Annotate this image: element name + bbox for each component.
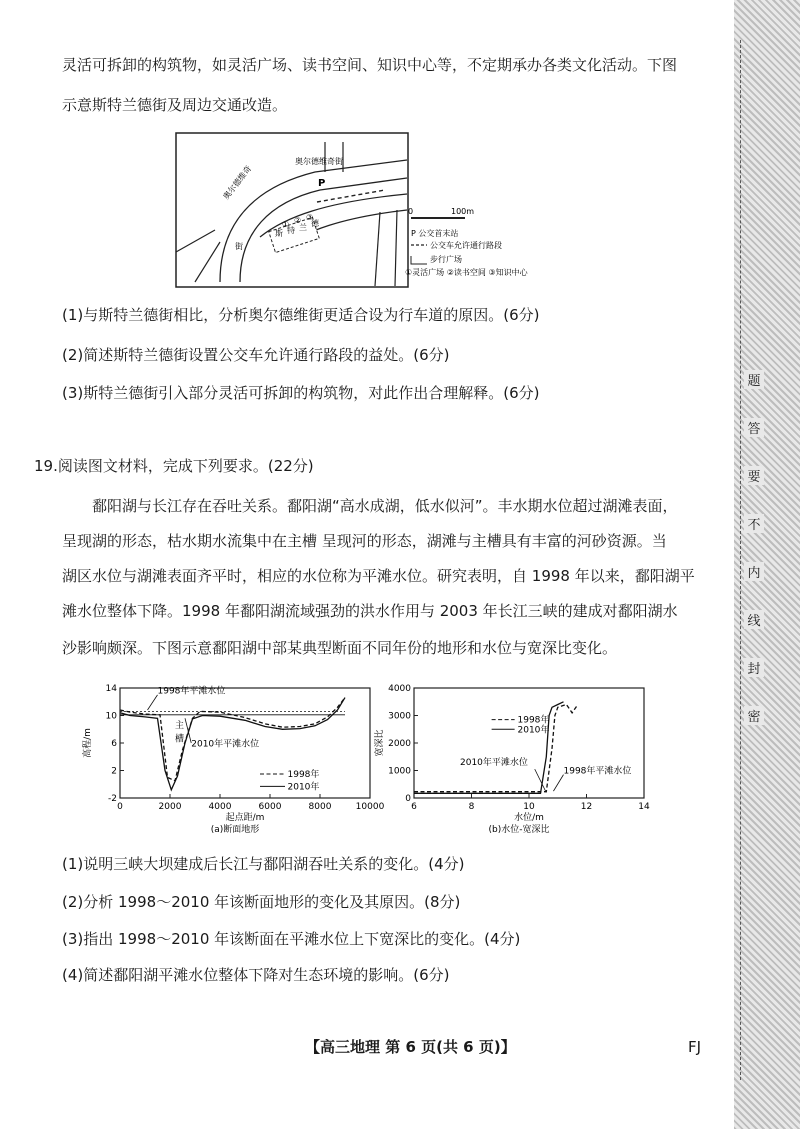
- legend-plaza-symbol: [411, 256, 427, 264]
- x-tick-label: 14: [638, 802, 650, 812]
- legend-items: ①灵活广场 ②读书空间 ③知识中心: [405, 268, 528, 277]
- y-tick-label: 10: [105, 711, 117, 722]
- intro-line: 灵活可拆卸的构筑物，如灵活广场、读书空间、知识中心等，不定期承办各类文化活动。下图: [62, 56, 678, 74]
- x-tick-label: 6: [411, 802, 417, 812]
- q19-para: 滩水位整体下降。1998 年鄱阳湖流域强劲的洪水作用与 2003 年长江三峡的建成对鄱阳湖水: [62, 602, 678, 620]
- q19-heading: 19.阅读图文材料，完成下列要求。(22分): [34, 457, 314, 475]
- x-tick-label: 12: [580, 802, 593, 812]
- label-strand: 兰: [299, 223, 307, 232]
- chart-title: (b)水位-宽深比: [488, 825, 550, 835]
- map-frame: [176, 133, 408, 287]
- q19-para: 湖区水位与湖滩表面齐平时，相应的水位称为平滩水位。研究表明，自 1998 年以来，鄱阳湖平: [62, 567, 695, 585]
- y-tick-label: 0: [405, 794, 411, 804]
- y-tick-label: 6: [111, 739, 117, 749]
- q18-sub2: (2)简述斯特兰德街设置公交车允许通行路段的益处。(6分): [62, 346, 450, 364]
- label-strand: 斯: [275, 229, 283, 238]
- x-tick-label: 4000: [208, 802, 232, 812]
- annotation-2010: 2010年平滩水位: [191, 739, 260, 750]
- y-axis-label: 高程/m: [83, 728, 93, 758]
- page-footer: 【高三地理 第 6 页(共 6 页)】: [305, 1038, 516, 1056]
- label-circle: ①: [282, 220, 290, 229]
- annotation-channel: 槽: [175, 734, 185, 745]
- margin-char: 内: [744, 562, 764, 581]
- legend-bus: P 公交首末站: [411, 229, 459, 238]
- plot-frame: [414, 688, 644, 798]
- legend-label-2010: 2010年: [287, 782, 320, 793]
- q19-para: 呈现湖的形态，枯水期水流集中在主槽 呈现河的形态，湖滩与主槽具有丰富的河砂资源。当: [62, 532, 667, 550]
- legend-bus-lane: 公交车允许通行路段: [430, 241, 502, 250]
- footer-code: FJ: [688, 1038, 702, 1056]
- chart-title: (a)断面地形: [210, 825, 260, 835]
- chart-water-level-ratio: [370, 672, 660, 850]
- margin-char: 密: [744, 706, 764, 725]
- x-tick-label: 8000: [308, 802, 332, 812]
- intro-line: 示意斯特兰德街及周边交通改造。: [62, 96, 288, 114]
- y-tick-label: 14: [105, 684, 117, 694]
- annotation-1998: 1998年平滩水位: [157, 686, 226, 697]
- x-tick-label: 2000: [158, 802, 182, 812]
- annotation-2010: 2010年平滩水位: [460, 758, 528, 768]
- street-map: [175, 132, 655, 292]
- margin-char: 封: [744, 658, 764, 677]
- label-street-left: 奥尔德维奇: [221, 164, 254, 202]
- x-axis-label: 水位/m: [514, 813, 544, 823]
- label-circle: ②: [294, 216, 302, 225]
- y-tick-label: -2: [108, 794, 117, 804]
- margin-char: 题: [744, 370, 764, 389]
- label-road-piece: 街: [235, 242, 243, 251]
- legend-label-2010: 2010年: [517, 725, 550, 736]
- x-tick-label: 10: [523, 802, 535, 812]
- legend-label-1998: 1998年: [517, 715, 550, 726]
- margin-char: 不: [744, 514, 764, 533]
- q19-sub1: (1)说明三峡大坝建成后长江与鄱阳湖吞吐关系的变化。(4分): [62, 855, 465, 873]
- scale-end: 100m: [451, 207, 475, 216]
- y-tick-label: 2: [111, 766, 117, 777]
- y-tick-label: 1000: [388, 766, 411, 777]
- q19-sub3: (3)指出 1998～2010 年该断面在平滩水位上下宽深比的变化。(4分): [62, 930, 521, 948]
- q19-para: 鄱阳湖与长江存在吞吐关系。鄱阳湖“高水成湖，低水似河”。丰水期水位超过湖滩表面，: [92, 497, 678, 515]
- q19-para: 沙影响颇深。下图示意鄱阳湖中部某典型断面不同年份的地形和水位与宽深比变化。: [62, 639, 618, 657]
- label-street-top: 奥尔德维奇街: [295, 157, 343, 166]
- q18-sub1: (1)与斯特兰德街相比，分析奥尔德维街更适合设为行车道的原因。(6分): [62, 306, 540, 324]
- label-strand: 德: [311, 219, 319, 228]
- q19-sub2: (2)分析 1998～2010 年该断面地形的变化及其原因。(8分): [62, 893, 461, 911]
- label-bus-p: P: [318, 178, 326, 189]
- x-tick-label: 6000: [258, 802, 282, 812]
- x-tick-label: 10000: [355, 802, 385, 812]
- margin-char: 要: [744, 466, 764, 485]
- q18-sub3: (3)斯特兰德街引入部分灵活可拆卸的构筑物，对此作出合理解释。(6分): [62, 384, 540, 402]
- y-tick-label: 3000: [388, 711, 411, 722]
- y-axis-label: 宽深比: [375, 729, 385, 757]
- margin-char: 答: [744, 418, 764, 437]
- scale-zero: 0: [408, 207, 414, 216]
- label-circle: ③: [306, 213, 314, 222]
- x-axis-label: 起点距/m: [225, 813, 265, 823]
- y-tick-label: 4000: [388, 684, 411, 694]
- legend-plaza: 步行广场: [430, 255, 462, 264]
- binding-margin-line: [740, 40, 742, 1080]
- annotation-1998: 1998年平滩水位: [563, 766, 632, 777]
- label-strand: 特: [287, 226, 295, 235]
- q19-sub4: (4)简述鄱阳湖平滩水位整体下降对生态环境的影响。(6分): [62, 966, 450, 984]
- x-tick-label: 8: [468, 802, 475, 812]
- legend-label-1998: 1998年: [287, 769, 320, 780]
- chart-cross-section: [80, 672, 385, 850]
- annotation-channel: 主: [175, 720, 185, 731]
- margin-char: 线: [744, 610, 764, 629]
- x-tick-label: 0: [117, 802, 123, 812]
- y-tick-label: 2000: [388, 739, 411, 749]
